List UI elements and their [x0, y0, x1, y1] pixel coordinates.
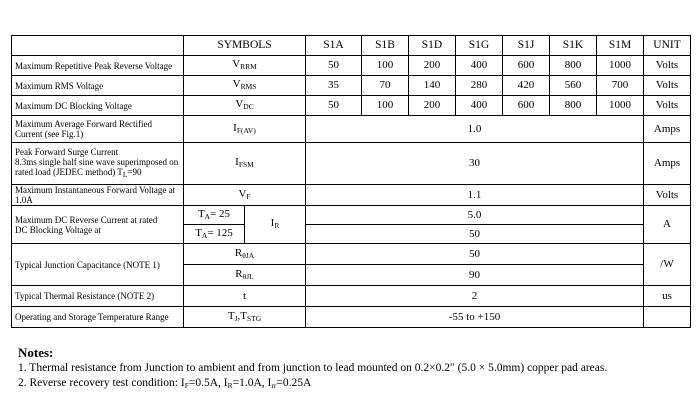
value-cell: 50: [306, 56, 362, 76]
value-cell: 35: [306, 76, 362, 96]
unit-cell: Volts: [644, 76, 691, 96]
value-cell: 800: [550, 96, 597, 116]
param-forward-voltage: Maximum Instantaneous Forward Voltage at 1.0A: [12, 185, 184, 206]
header-blank: [12, 36, 184, 56]
unit-cell: Amps: [644, 143, 691, 185]
header-type-s1m: S1M: [597, 36, 644, 56]
unit-cell: /W: [644, 244, 691, 286]
header-symbols: SYMBOLS: [184, 36, 306, 56]
notes-title: Notes:: [18, 345, 54, 360]
value-cell: 30: [306, 143, 644, 185]
value-cell: 100: [362, 56, 409, 76]
value-cell: 600: [503, 96, 550, 116]
symbol-ifsm: $I_{FSM}$: [184, 143, 306, 185]
header-type-s1b: S1B: [362, 36, 409, 56]
header-type-s1d: S1D: [409, 36, 456, 56]
unit-cell: Amps: [644, 116, 691, 143]
symbol-t: t: [184, 286, 306, 307]
value-cell: 50: [306, 225, 644, 244]
table-row: [12, 185, 691, 206]
param-average-forward-current: Maximum Average Forward Rectified Current (see Fig.1): [12, 116, 184, 143]
table-row: [12, 56, 691, 76]
symbol-vrms: $V_{RMS}$: [184, 76, 306, 96]
note-2: 2. Reverse recovery test condition: $I_F=0.5A$, $I_R=1.0A$, $I_{rr}=0.25A$: [18, 377, 312, 390]
value-cell: 2: [306, 286, 644, 307]
symbol-vrrm: $V_{RRM}$: [184, 56, 306, 76]
value-cell: 560: [550, 76, 597, 96]
value-cell: 800: [550, 56, 597, 76]
table-row: [12, 244, 691, 265]
symbol-vdc: $V_{DC}$: [184, 96, 306, 116]
value-cell: -55 to +150: [306, 307, 644, 328]
value-cell: 5.0: [306, 206, 644, 225]
symbol-vf: $V_F$: [184, 185, 306, 206]
header-type-s1a: S1A: [306, 36, 362, 56]
electrical-characteristics-table: [11, 35, 691, 328]
table-row: [12, 286, 691, 307]
value-cell: 200: [409, 96, 456, 116]
param-repetitive-voltage: Maximum Repetitive Peak Reverse Voltage: [12, 56, 184, 76]
param-thermal-resistance: Typical Thermal Resistance (NOTE 2): [12, 286, 184, 307]
value-cell: 400: [456, 96, 503, 116]
unit-cell: Volts: [644, 56, 691, 76]
param-dc-reverse-current: Maximum DC Reverse Current at rated DC Blocking Voltage at: [12, 206, 184, 244]
header-type-s1g: S1G: [456, 36, 503, 56]
unit-cell: us: [644, 286, 691, 307]
symbol-tj-tstg: $T_J,T_{STG}$: [184, 307, 306, 328]
table-row: [12, 206, 691, 225]
value-cell: 1.1: [306, 185, 644, 206]
header-unit: UNIT: [644, 36, 691, 56]
symbol-rthja: $R_{\theta JA}$: [184, 244, 306, 265]
note-1: 1. Thermal resistance from Junction to ambient and from junction to lead mounted on 0.2×0.2″ (5.0 × 5.0mm) copper pad areas.: [18, 362, 608, 374]
value-cell: 1000: [597, 56, 644, 76]
notes-section: [18, 345, 693, 393]
table-row: [12, 76, 691, 96]
param-junction-capacitance: Typical Junction Capacitance (NOTE 1): [12, 244, 184, 286]
header-type-s1k: S1K: [550, 36, 597, 56]
value-cell: 600: [503, 56, 550, 76]
value-cell: 140: [409, 76, 456, 96]
value-cell: 1000: [597, 96, 644, 116]
value-cell: 100: [362, 96, 409, 116]
table-row: [12, 307, 691, 328]
table-row: [12, 116, 691, 143]
value-cell: 50: [306, 244, 644, 265]
value-cell: 700: [597, 76, 644, 96]
symbol-rthjl: $R_{\theta JL}$: [184, 265, 306, 286]
value-cell: 1.0: [306, 116, 644, 143]
param-rms-voltage: Maximum RMS Voltage: [12, 76, 184, 96]
table-row: [12, 96, 691, 116]
param-temperature-range: Operating and Storage Temperature Range: [12, 307, 184, 328]
unit-cell: [644, 307, 691, 328]
value-cell: 420: [503, 76, 550, 96]
value-cell: 50: [306, 96, 362, 116]
value-cell: 90: [306, 265, 644, 286]
condition-ta-125: $T_A= 125$: [184, 225, 245, 244]
table-row: [12, 143, 691, 185]
param-dc-blocking-voltage: Maximum DC Blocking Voltage: [12, 96, 184, 116]
value-cell: 280: [456, 76, 503, 96]
unit-cell: A: [644, 206, 691, 244]
table-header-row: [12, 36, 691, 56]
symbol-ifav: $I_{F(AV)}$: [184, 116, 306, 143]
header-type-s1j: S1J: [503, 36, 550, 56]
symbol-ir: $I_R$: [245, 206, 306, 244]
value-cell: 400: [456, 56, 503, 76]
condition-ta-25: $T_A= 25$: [184, 206, 245, 225]
param-surge-current: Peak Forward Surge Current 8.3ms single half sine wave superimposed on rated load (JEDEC method) $T_L=90$: [12, 143, 184, 185]
value-cell: 70: [362, 76, 409, 96]
unit-cell: Volts: [644, 96, 691, 116]
value-cell: 200: [409, 56, 456, 76]
unit-cell: Volts: [644, 185, 691, 206]
